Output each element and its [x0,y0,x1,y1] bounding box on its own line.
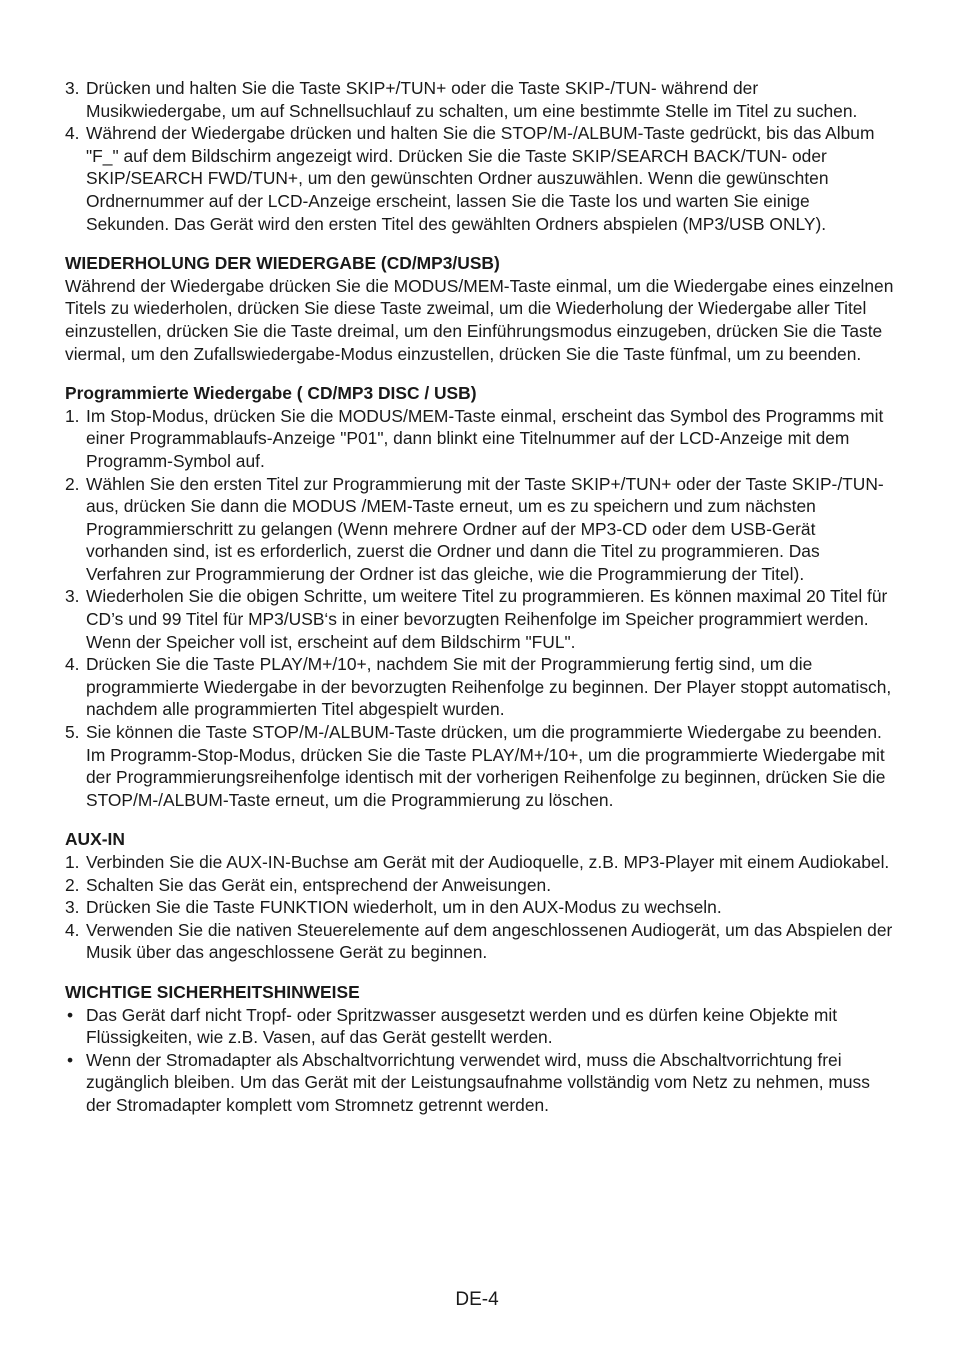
item-text: Im Stop-Modus, drücken Sie die MODUS/MEM-Taste einmal, erscheint das Symbol des Programms mit einer Programmablaufs-Anzeige "P01", dann blinkt eine Titelnummer auf der LCD-Anzeige mit dem Programm-Symbol auf. [86,405,884,471]
repeat-heading: WIEDERHOLUNG DER WIEDERGABE (CD/MP3/USB) [65,253,500,274]
list-item [65,653,894,721]
item-number: 4. [65,919,80,940]
item-text: Sie können die Taste STOP/M-/ALBUM-Taste drücken, um die programmierte Wiedergabe zu beenden. Im Programm-Stop-Modus, drücken Sie die Taste PLAY/M+/10+, um die programmierte Wiedergabe mit der Programmierungsreihenfolge identisch mit der vorherigen Reihenfolge zu beginnen, drücken Sie die STOP/M-/ALBUM-Taste erneut, um die Programmierung zu löschen. [86,722,886,810]
item-text: Drücken Sie die Taste PLAY/M+/10+, nachdem Sie mit der Programmierung fertig sind, um die programmierte Wiedergabe in der bevorzugten Reihenfolge zu beginnen. Der Player stoppt automatisch, nachdem alle programmierten Titel abgespielt wurden. [86,654,892,720]
item-number: 4. [65,123,80,144]
item-text: Während der Wiedergabe drücken und halten Sie die STOP/M-/ALBUM-Taste gedrückt, bis das Album "F_" auf dem Bildschirm angezeigt wird. Drücken Sie die Taste SKIP/SEARCH BACK/TUN- oder SKIP/SEARCH FWD/TUN+, um den gewünschten Ordner auszuwählen. Wenn die gewünschten Ordnernummer auf der LCD-Anzeige erscheint, lassen Sie die Taste los und warten Sie einige Sekunden. Das Gerät wird den ersten Titel des gewählten Ordners abspielen (MP3/USB ONLY). [86,123,875,234]
list-item [65,851,894,874]
item-number: 3. [65,897,80,918]
item-text: Verwenden Sie die nativen Steuerelemente auf dem angeschlossenen Audiogerät, um das Abspielen der Musik über das angeschlossene Gerät zu beginnen. [86,919,893,963]
repeat-paragraph: Während der Wiedergabe drücken Sie die MODUS/MEM-Taste einmal, um die Wiedergabe eines einzelnen Titels zu wiederholen, drücken Sie diese Taste zweimal, um die Wiederholung der Wiedergabe aller Titel einzustellen, drücken Sie die Taste dreimal, um den Einführungsmodus einzugeben, drücken Sie die Taste viermal, um den Zufallswiedergabe-Modus einzustellen, drücken Sie die Taste fünfmal, um zu beenden. [65,275,894,364]
list-item [65,1049,894,1117]
safety-list [65,1004,894,1117]
item-number: 4. [65,654,80,675]
list-item [65,1004,894,1049]
item-number: 3. [65,78,80,98]
item-number: 2. [65,473,80,494]
list-item [65,77,894,122]
item-text: Drücken Sie die Taste FUNKTION wiederholt, um in den AUX-Modus zu wechseln. [86,897,722,918]
item-text: Wenn der Stromadapter als Abschaltvorrichtung verwendet wird, muss die Abschaltvorrichtung frei zugänglich bleiben. Um das Gerät mit der Leistungsaufnahme vollständig vom Netz zu nehmen, muss der Stromadapter komplett vom Stromnetz getrennt werden. [86,1049,870,1115]
program-heading: Programmierte Wiedergabe ( CD/MP3 DISC / USB) [65,383,477,404]
list-item [65,721,894,811]
page-number: DE-4 [455,1289,499,1310]
item-text: Das Gerät darf nicht Tropf- oder Spritzwasser ausgesetzt werden und es dürfen keine Objekte mit Flüssigkeiten, wie z.B. Vasen, auf das Gerät gestellt werden. [86,1004,838,1048]
bullet-icon: • [67,1049,74,1070]
intro-list [65,77,894,235]
safety-section [65,981,894,1117]
item-number: 1. [65,852,80,872]
list-item [65,585,894,653]
item-text: Drücken und halten Sie die Taste SKIP+/TUN+ oder die Taste SKIP-/TUN- während der Musikwiedergabe, um auf Schnellsuchlauf zu schalten, um eine bestimmte Stelle im Titel zu suchen. [86,78,858,121]
item-number: 1. [65,405,80,426]
list-item [65,874,894,897]
aux-heading: AUX-IN [65,829,125,850]
item-number: 5. [65,722,80,743]
item-text: Wählen Sie den ersten Titel zur Programmierung mit der Taste SKIP+/TUN+ oder der Taste SKIP-/TUN- aus, drücken Sie dann die MODUS /MEM-Taste erneut, um es zu speichern und zum nächsten Programmierschritt zu gelangen (Wenn mehrere Ordner auf der MP3-CD oder dem USB-Gerät vorhanden sind, ist es erforderlich, zuerst die Ordner und dann die Titel zu programmieren. Das Verfahren zur Programmierung der Ordner ist das gleiche, wie die Programmierung der Titel). [86,473,884,584]
aux-section [65,828,894,964]
item-text: Verbinden Sie die AUX-IN-Buchse am Gerät mit der Audioquelle, z.B. MP3-Player mit einem Audiokabel. [86,852,890,872]
item-text: Wiederholen Sie die obigen Schritte, um weitere Titel zu programmieren. Es können maximal 20 Titel für CD’s und 99 Titel für MP3/USB‘s in einer bevorzugten Reihenfolge im Speicher programmiert werden. Wenn der Speicher voll ist, erscheint auf dem Bildschirm "FUL". [86,586,888,652]
program-section [65,382,894,811]
item-number: 3. [65,586,80,607]
safety-heading: WICHTIGE SICHERHEITSHINWEISE [65,981,360,1002]
item-number: 2. [65,874,80,895]
list-item [65,919,894,964]
list-item [65,405,894,473]
list-item [65,122,894,235]
bullet-icon: • [67,1004,74,1025]
repeat-section [65,252,894,365]
aux-list [65,851,894,964]
item-text: Schalten Sie das Gerät ein, entsprechend der Anweisungen. [86,874,552,895]
list-item [65,896,894,919]
program-list [65,405,894,812]
list-item [65,473,894,586]
